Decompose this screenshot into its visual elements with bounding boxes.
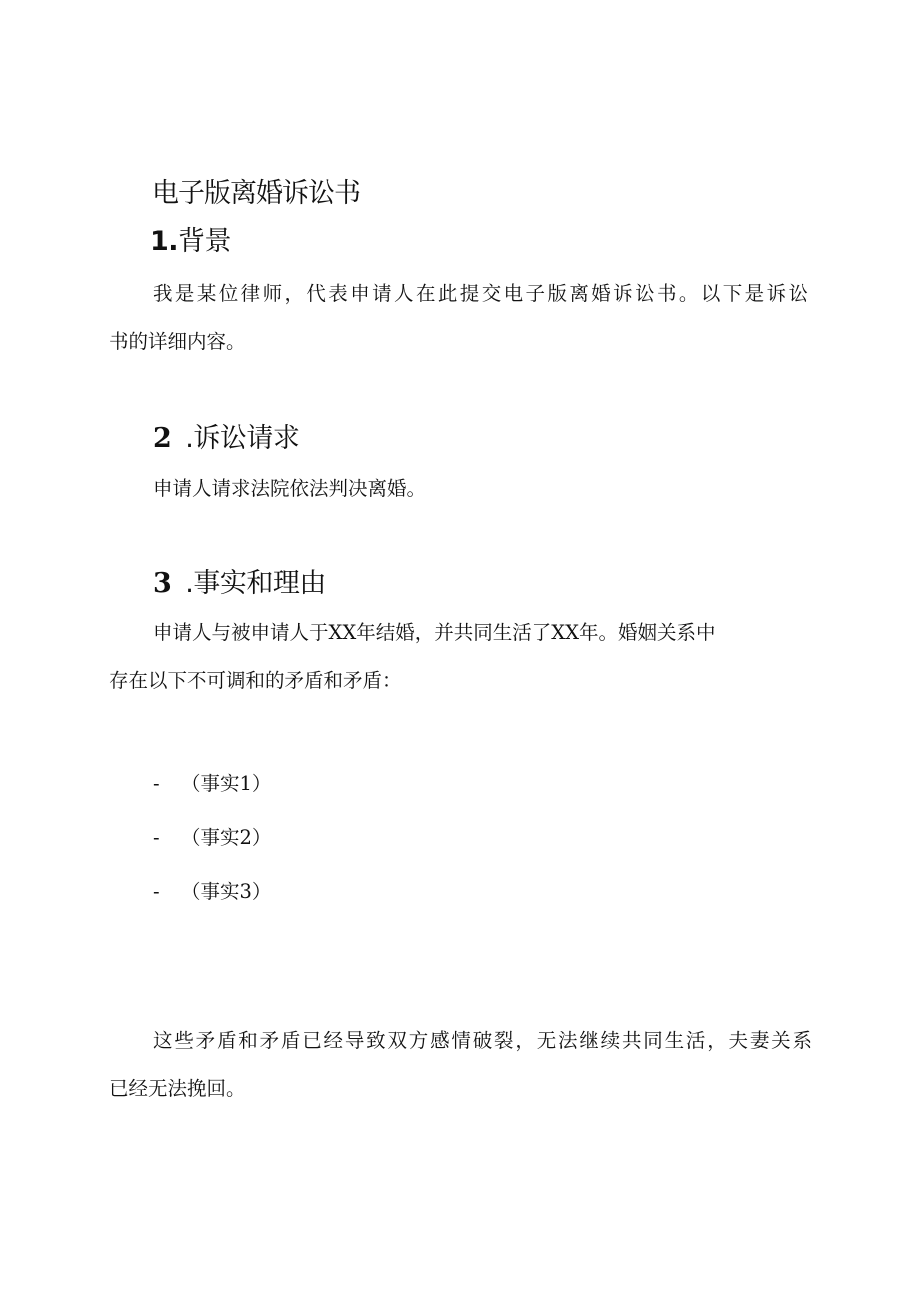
fact-bullet-1 (153, 769, 271, 799)
section-2-paragraph: 申请人请求法院依法判决离婚。 (153, 477, 427, 500)
fact-bullet-text: （事实3） (181, 880, 272, 903)
bullet-dash: - (153, 826, 160, 849)
section-1-heading (150, 222, 231, 262)
section-3-paragraph-line-2: 存在以下不可调和的矛盾和矛盾： (109, 669, 402, 692)
section-3-number: 3 (153, 568, 172, 599)
section-1-paragraph-line-1-text: 我是某位律师，代表申请人在此提交电子版离婚诉讼书。以下是诉讼 (153, 282, 811, 305)
section-1-number: 1. (150, 226, 179, 257)
section-2-title: .诉讼请求 (185, 423, 300, 454)
bullet-dash: - (153, 880, 160, 903)
fact-bullet-text: （事实2） (181, 826, 272, 849)
closing-paragraph-line-1-text: 这些矛盾和矛盾已经导致双方感情破裂，无法继续共同生活，夫妻关系 (153, 1029, 814, 1052)
fact-bullet-3 (153, 877, 271, 907)
section-1-paragraph-line-1 (153, 276, 811, 311)
document-title: 电子版离婚诉讼书 (152, 178, 360, 209)
closing-paragraph-line-1 (153, 1023, 812, 1058)
section-1-paragraph-line-2: 书的详细内容。 (109, 330, 246, 353)
section-3-heading (153, 563, 326, 604)
bullet-dash: - (153, 772, 160, 795)
section-2-heading (153, 418, 299, 459)
section-3-title: .事实和理由 (185, 568, 326, 599)
section-2-number: 2 (153, 423, 172, 454)
section-1-title: 背景 (178, 226, 232, 257)
fact-bullet-2 (153, 823, 271, 853)
section-3-paragraph-line-1: 申请人与被申请人于XX年结婚，并共同生活了XX年。婚姻关系中 (153, 621, 716, 644)
closing-paragraph-line-2: 已经无法挽回。 (109, 1077, 246, 1100)
fact-bullet-text: （事实1） (181, 772, 272, 795)
